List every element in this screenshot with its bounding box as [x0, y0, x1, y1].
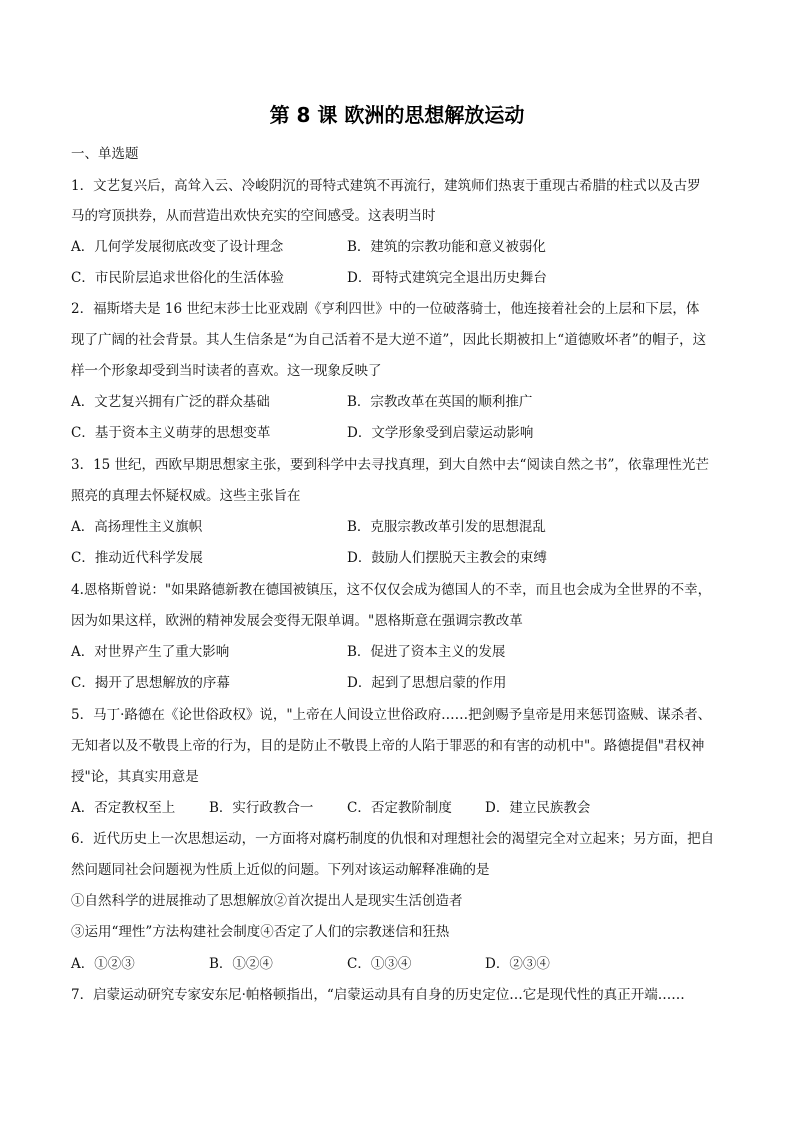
- option-b: B．建筑的宗教功能和意义被弱化: [347, 239, 546, 255]
- option-a: A．否定教权至上: [71, 800, 176, 816]
- option-c: C．市民阶层追求世俗化的生活体验: [71, 270, 284, 286]
- option-b: B．克服宗教改革引发的思想混乱: [347, 519, 546, 535]
- option-a: A．文艺复兴拥有广泛的群众基础: [71, 394, 270, 410]
- option-c: C．基于资本主义萌芽的思想变革: [71, 425, 271, 441]
- question-text-line: 5．马丁·路德在《论世俗政权》说，"上帝在人间设立世俗政府……把剑赐予皇帝是用来惩罚盗贼、谋杀者、: [71, 707, 712, 723]
- option-d: D．鼓励人们摆脱天主教会的束缚: [347, 550, 547, 566]
- section-heading: 一、单选题: [71, 146, 139, 162]
- question-text-line: 3．15 世纪，西欧早期思想家主张，要到科学中去寻找真理，到大自然中去“阅读自然之书”，依靠理性光芒: [71, 457, 709, 473]
- question-text-line: 无知者以及不敬畏上帝的行为，目的是防止不敬畏上帝的人陷于罪恶的和有害的动机中"。路德提倡"君权神: [71, 738, 705, 754]
- option-b: B．宗教改革在英国的顺利推广: [347, 394, 533, 410]
- option-b: B．①②④: [209, 956, 273, 972]
- option-c: C．否定教阶制度: [347, 800, 452, 816]
- question-text-line: 样一个形象却受到当时读者的喜欢。这一现象反映了: [71, 363, 382, 379]
- option-a: A．高扬理性主义旗帜: [71, 519, 203, 535]
- question-text-line: 2．福斯塔夫是 16 世纪末莎士比亚戏剧《亨利四世》中的一位破落骑士，他连接着社会的上层和下层，体: [71, 301, 700, 317]
- question-text-line: 现了广阔的社会背景。其人生信条是“为自己活着不是大逆不道”，因此长期被扣上“道德败坏者”的帽子，这: [71, 332, 707, 348]
- option-d: D．起到了思想启蒙的作用: [347, 675, 507, 691]
- option-b: B．实行政教合一: [209, 800, 314, 816]
- option-a: A．几何学发展彻底改变了设计理念: [71, 239, 284, 255]
- question-text-line: 照亮的真理去怀疑权威。这些主张旨在: [71, 488, 301, 504]
- question-statement-line: ①自然科学的进展推动了思想解放②首次提出人是现实生活创造者: [71, 893, 463, 909]
- option-d: D．建立民族教会: [485, 800, 591, 816]
- option-d: D．②③④: [485, 956, 550, 972]
- question-text-line: 7．启蒙运动研究专家安东尼·帕格顿指出，“启蒙运动具有自身的历史定位…它是现代性的真正开端……: [71, 987, 685, 1003]
- question-text-line: 授"论，其真实用意是: [71, 769, 199, 785]
- question-statement-line: ③运用“理性”方法构建社会制度④否定了人们的宗教迷信和狂热: [71, 924, 450, 940]
- option-c: C．推动近代科学发展: [71, 550, 203, 566]
- page-title: 第 8 课 欧洲的思想解放运动: [269, 103, 525, 127]
- option-c: C．揭开了思想解放的序幕: [71, 675, 230, 691]
- option-b: B．促进了资本主义的发展: [347, 644, 506, 660]
- option-a: A．对世界产生了重大影响: [71, 644, 230, 660]
- question-text-line: 因为如果这样，欧洲的精神发展会变得无限单调。"恩格斯意在强调宗教改革: [71, 613, 523, 629]
- option-c: C．①③④: [347, 956, 412, 972]
- question-text-line: 4.恩格斯曾说："如果路德新教在德国被镇压，这不仅仅会成为德国人的不幸，而且也会成为全世界的不幸，: [71, 582, 712, 598]
- question-text-line: 然问题同社会问题视为性质上近似的问题。下列对该运动解释准确的是: [71, 862, 490, 878]
- option-d: D．文学形象受到启蒙运动影响: [347, 425, 534, 441]
- option-a: A．①②③: [71, 956, 135, 972]
- question-text-line: 马的穹顶拱券，从而营造出欢快充实的空间感受。这表明当时: [71, 208, 436, 224]
- question-text-line: 6．近代历史上一次思想运动，一方面将对腐朽制度的仇恨和对理想社会的渴望完全对立起来；另方面，把自: [71, 831, 715, 847]
- option-d: D．哥特式建筑完全退出历史舞台: [347, 270, 547, 286]
- question-text-line: 1．文艺复兴后，高耸入云、冷峻阴沉的哥特式建筑不再流行，建筑师们热衷于重现古希腊的柱式以及古罗: [71, 178, 701, 194]
